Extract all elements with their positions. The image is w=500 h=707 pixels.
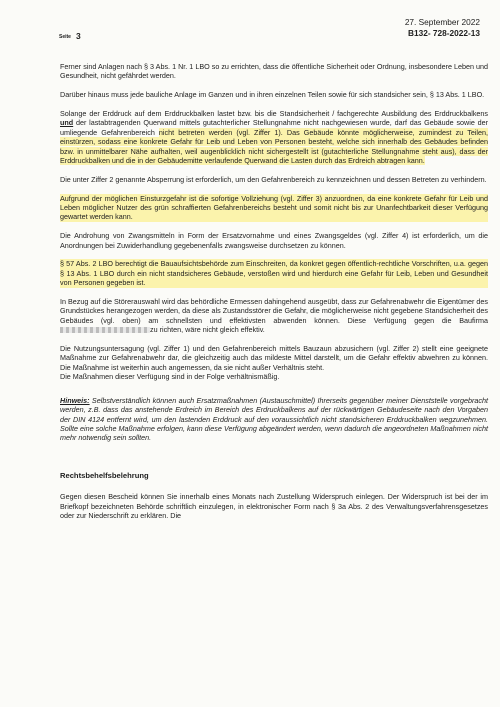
paragraph-earth-pressure (60, 109, 488, 165)
text-run: der lastabtragenden Querwand mittels gutachterlicher Stellungnahme nicht nachgewiesen wurde, darf das Gebäude sowie der umliegende Gefahrenbereich (60, 118, 488, 137)
text-run: Solange der Erddruck auf dem Erddruckbalken lastet bzw. bis die Standsicherheit / fachgerechte Ausbildung des Erddruckbalkens (60, 109, 488, 118)
underlined-und: und (60, 118, 74, 128)
paragraph-objection: Gegen diesen Bescheid können Sie innerhalb eines Monats nach Zustellung Widerspruch einlegen. Der Widerspruch ist bei der im Briefkopf bezeichneten Behörde schriftlich einzulegen, in elektronischer Form nach § 3a Abs. 2 des Verwaltungsverfahrensgesetzes oder zur Niederschrift zu erklären. Die (60, 492, 488, 520)
reference-number: B132- 728-2022-13 (408, 28, 480, 38)
paragraph-immediate-enforcement: Aufgrund der möglichen Einsturzgefahr ist die sofortige Vollziehung (vgl. Ziffer 3) anzuordnen, da eine konkrete Gefahr für Leib und Leben möglicher Nutzer des grün schraffierten Gefahrenbereichs besteht und somit nicht bis zur Unanfechtbarkeit dieser Verfügung gewartet werden kann. (60, 193, 488, 222)
paragraph-safety: Ferner sind Anlagen nach § 3 Abs. 1 Nr. 1 LBO so zu errichten, dass die öffentliche Sicherheit oder Ordnung, insbesondere Leben und Gesundheit, nicht gefährdet werden. (60, 62, 488, 81)
page-label: Seite (59, 34, 71, 40)
text-line: Die Maßnahmen dieser Verfügung sind in der Folge verhältnismäßig. (60, 372, 280, 382)
note-paragraph (60, 396, 488, 443)
note-label: Hinweis: (60, 395, 90, 405)
highlighted-text: nicht betreten werden (vgl. Ziffer 1). Das Gebäude könnte möglicherweise, zumindest zu Teilen, einstürzen, sodass eine konkrete Gefahr für Leib und Leben von Personen besteht, welche sich innerhalb des Gebäudes befinden bzw. in unmittelbarer Nähe aufhalten, weil augenblicklich nicht sichergestellt ist (gutachterliche Stellungnahme steht aus), dass der Erddruckbalken und die in der Gebäudemitte verlaufende Querwand die Lasten durch das Erdreich abtragen kann. (60, 127, 488, 166)
note-text: Selbstverständlich können auch Ersatzmaßnahmen (Austauschmittel) Ihrerseits gegenüber meiner Dienststelle vorgebracht werden, z.B. dass das anstehende Erdreich im Bereich des Erdruckbalkens auf der rückwärtigen Gebäudeseite nach den Vorgaben der DIN 4124 entfernt wird, um den lastenden Erddruck auf den voraussichtlich nicht standsicheren Erddruckbalken wegzunehmen. Sollte eine solche Maßnahme erfolgen, kann diese Verfügung abgeändert werden, wenn dadurch die angeordneten Maßnahmen nicht mehr notwendig sein sollten. (60, 395, 488, 443)
paragraph-coercive-measures: Die Androhung von Zwangsmitteln in Form der Ersatzvornahme und eines Zwangsgeldes (vgl. Ziffer 4) ist erforderlich, um die Anordnungen bei Zuwiderhandlung gegebenenfalls zwangsweise durchsetzen zu können. (60, 231, 488, 250)
document-date: 27. September 2022 (404, 17, 480, 27)
paragraph-stability: Darüber hinaus muss jede bauliche Anlage im Ganzen und in ihren einzelnen Teilen sowie für sich standsicher sein, § 13 Abs. 1 LBO. (60, 90, 485, 100)
section-title: Rechtsbehelfsbelehrung (60, 470, 149, 480)
paragraph-lbo-57: § 57 Abs. 2 LBO berechtigt die Bauaufsichtsbehörde zum Einschreiten, da konkret gegen öffentlich-rechtliche Vorschriften, u.a. gegen § 13 Abs. 1 LBO durch ein nicht standsicheres Gebäude, verstoßen wird und hierdurch eine Gefahr für Leib, Leben und Gesundheit von Personen gegeben ist. (60, 259, 488, 288)
text-run: zu richten, wäre nicht gleich effektiv. (150, 325, 265, 335)
page-number (59, 31, 81, 41)
header-right (405, 17, 480, 39)
redacted-company-name (60, 327, 150, 333)
paragraph-proportionality (60, 344, 488, 382)
highlighted-block-lbo (60, 259, 488, 287)
document-body (60, 62, 488, 530)
text-run: In Bezug auf die Störerauswahl wird das behördliche Ermessen dahingehend ausgeübt, dass zur Gefahrenabwehr die Eigentümer des Grundstückes herangezogen werden, da diese als Zustandsstörer die Gefahr, die möglicherweise nicht gegebene Standsicherheit des Gebäudes (vgl. oben) am schnellsten und effektivsten abwenden können. Diese Verfügung gegen die Baufirma (60, 297, 488, 325)
paragraph-disruptor-selection (60, 297, 488, 335)
paragraph-barrier: Die unter Ziffer 2 genannte Absperrung ist erforderlich, um den Gefahrenbereich zu kennzeichnen und dessen Betreten zu verhindern. (60, 174, 487, 184)
text-run: Die Nutzungsuntersagung (vgl. Ziffer 1) und den Gefahrenbereich mittels Bauzaun abzusichern (vgl. Ziffer 2) stellt eine geeignete Maßnahme zur Gefahrenabwehr dar, die gleichzeitig auch das mildeste Mittel darstellt, um die Gefahr effektiv abwehren zu können. Die Maßnahme ist weiterhin auch angemessen, da sie nicht außer Verhältnis steht. (60, 344, 488, 372)
highlighted-block-enforcement (60, 194, 488, 222)
page-number-value: 3 (75, 31, 81, 41)
